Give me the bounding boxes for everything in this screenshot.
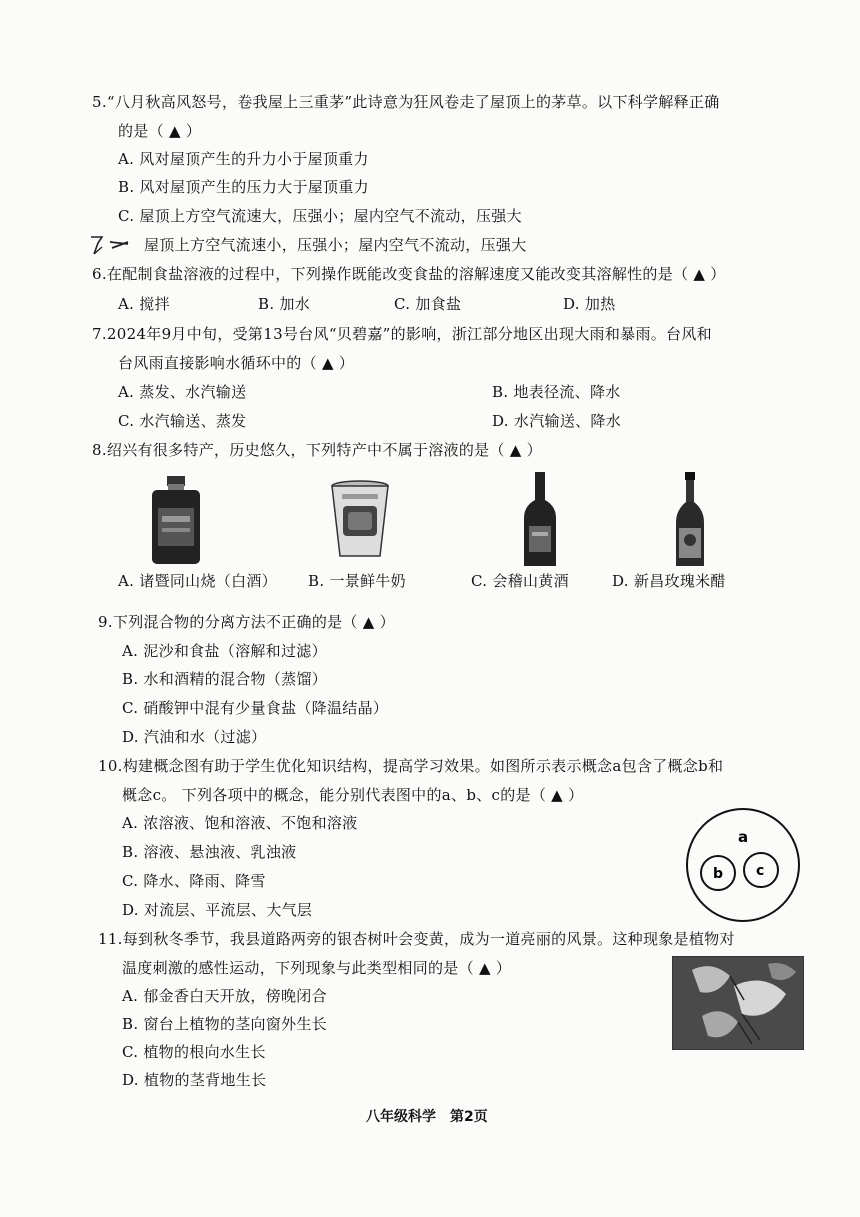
handwritten-answer-mark (88, 234, 138, 256)
q5-stem-line1: 5.“八月秋高风怒号，卷我屋上三重茅”此诗意为狂风卷走了屋顶上的茅草。以下科学解释正确 (92, 93, 720, 111)
q9-option-a: A. 泥沙和食盐（溶解和过滤） (122, 642, 327, 660)
q9-option-c: C. 硝酸钾中混有少量食盐（降温结晶） (122, 699, 389, 717)
q5-option-b: B. 风对屋顶产生的压力大于屋顶重力 (118, 178, 369, 196)
yellow-wine-bottle-image (520, 470, 560, 568)
q7-option-d: D. 水汽输送、降水 (492, 412, 622, 430)
q6-option-d: D. 加热 (563, 295, 616, 313)
diagram-label-c: c (756, 863, 765, 879)
q11-stem-line2: 温度刺激的感性运动，下列现象与此类型相同的是（ ▲ ） (122, 959, 512, 977)
q5-option-a: A. 风对屋顶产生的升力小于屋顶重力 (118, 150, 369, 168)
diagram-label-b: b (713, 866, 724, 882)
q9-stem: 9.下列混合物的分离方法不正确的是（ ▲ ） (98, 613, 395, 631)
diagram-label-a: a (738, 828, 749, 846)
q10-stem-line1: 10.构建概念图有助于学生优化知识结构，提高学习效果。如图所示表示概念a包含了概念b和 (98, 757, 724, 775)
q6-option-a: A. 搅拌 (118, 295, 170, 313)
q11-option-c: C. 植物的根向水生长 (122, 1043, 266, 1061)
q8-option-d: D. 新昌玫瑰米醋 (612, 572, 726, 590)
q7-option-a: A. 蒸发、水汽输送 (118, 383, 247, 401)
q5-stem-line2: 的是（ ▲ ） (118, 122, 202, 140)
page-footer: 八年级科学 第2页 (366, 1109, 488, 1125)
q7-stem-line2: 台风雨直接影响水循环中的（ ▲ ） (118, 354, 355, 372)
q6-stem: 6.在配制食盐溶液的过程中，下列操作既能改变食盐的溶解速度又能改变其溶解性的是（ ▲ ） (92, 265, 726, 283)
milk-cup-image (330, 480, 390, 560)
concept-diagram (684, 806, 802, 924)
q9-option-b: B. 水和酒精的混合物（蒸馏） (122, 670, 328, 688)
q6-option-c: C. 加食盐 (394, 295, 462, 313)
q11-option-d: D. 植物的茎背地生长 (122, 1071, 267, 1089)
vinegar-bottle-image (672, 470, 708, 568)
ginkgo-leaf-photo (672, 956, 804, 1050)
q7-stem-line1: 7.2024年9月中旬，受第13号台风“贝碧嘉”的影响，浙江部分地区出现大雨和暴雨。台风和 (92, 325, 712, 343)
q11-option-b: B. 窗台上植物的茎向窗外生长 (122, 1015, 328, 1033)
q7-option-c: C. 水汽输送、蒸发 (118, 412, 247, 430)
q6-option-b: B. 加水 (258, 295, 311, 313)
q5-option-c: C. 屋顶上方空气流速大，压强小；屋内空气不流动，压强大 (118, 207, 522, 225)
q7-option-b: B. 地表径流、降水 (492, 383, 621, 401)
q8-option-b: B. 一景鲜牛奶 (308, 572, 406, 590)
q10-option-c: C. 降水、降雨、降雪 (122, 872, 266, 890)
q11-option-a: A. 郁金香白天开放，傍晚闭合 (122, 987, 327, 1005)
q11-stem-line1: 11.每到秋冬季节，我县道路两旁的银杏树叶会变黄，成为一道亮丽的风景。这种现象是植物对 (98, 930, 735, 948)
q5-option-d: 屋顶上方空气流速小，压强小；屋内空气不流动，压强大 (144, 236, 527, 254)
q8-option-a: A. 诸暨同山烧（白酒） (118, 572, 277, 590)
q10-option-b: B. 溶液、悬浊液、乳浊液 (122, 843, 297, 861)
q9-option-d: D. 汽油和水（过滤） (122, 728, 267, 746)
q10-option-d: D. 对流层、平流层、大气层 (122, 901, 313, 919)
q8-option-c: C. 会稽山黄酒 (471, 572, 569, 590)
q10-stem-line2: 概念c。 下列各项中的概念，能分别代表图中的a、b、c的是（ ▲ ） (122, 786, 584, 804)
baijiu-bottle-image (148, 474, 204, 566)
q10-option-a: A. 浓溶液、饱和溶液、不饱和溶液 (122, 814, 358, 832)
q8-stem: 8.绍兴有很多特产，历史悠久，下列特产中不属于溶液的是（ ▲ ） (92, 441, 542, 459)
